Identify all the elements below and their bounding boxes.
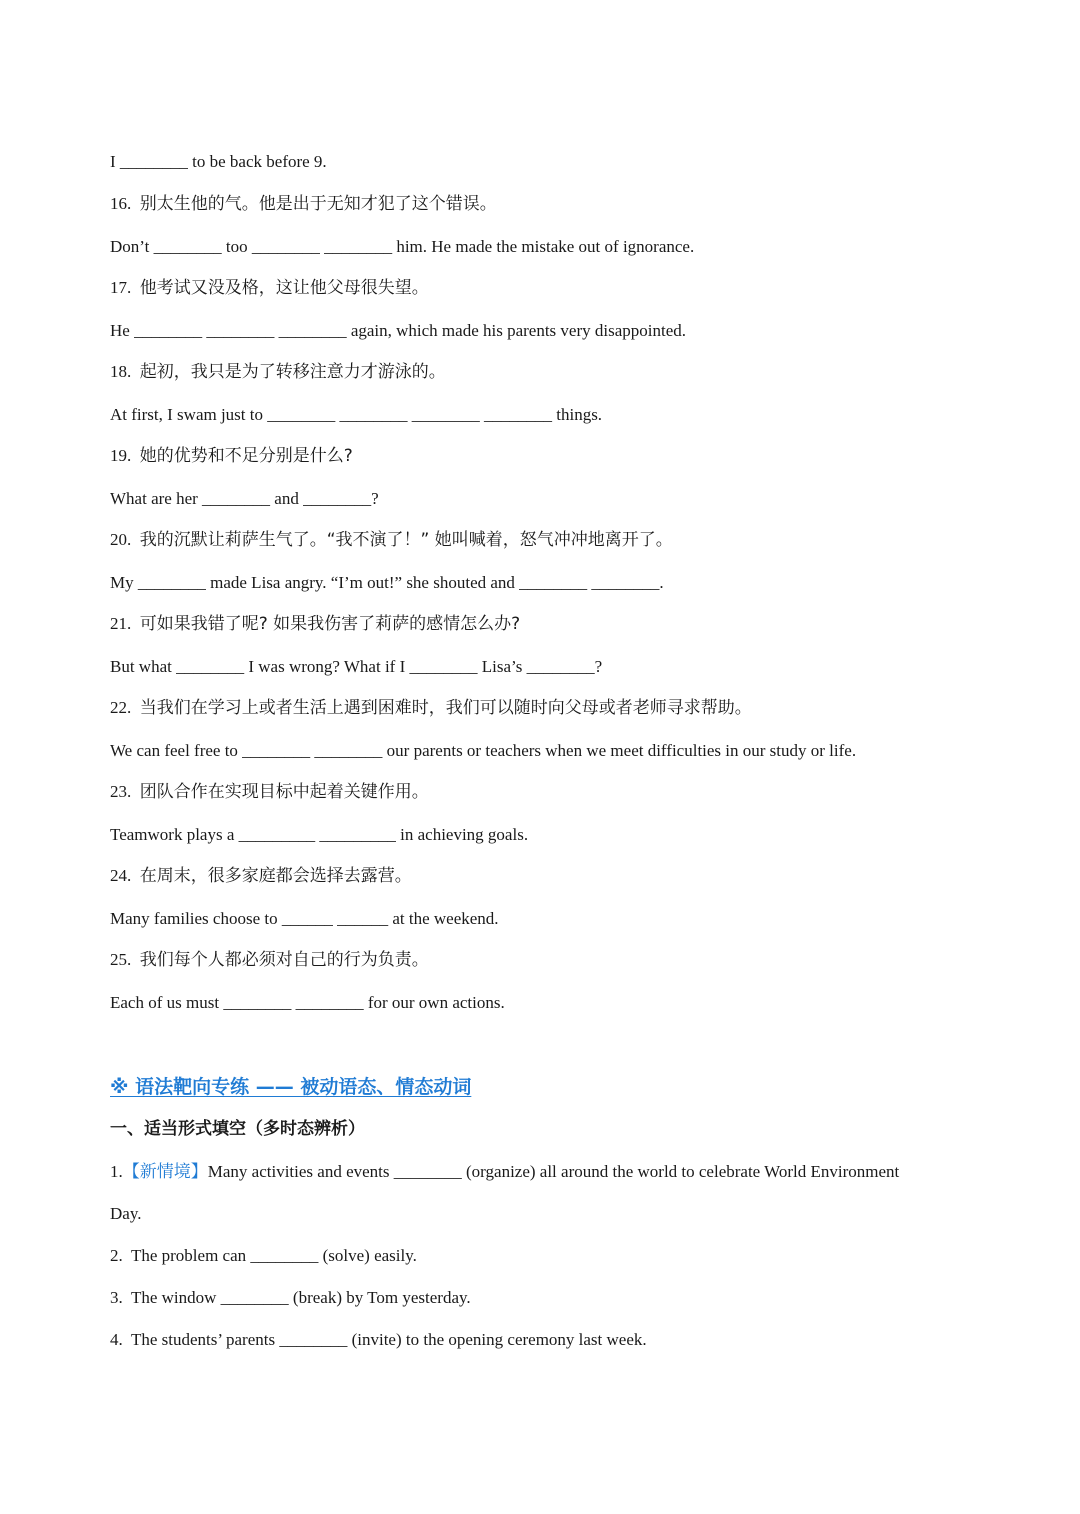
chinese-prompt: 可如果我错了呢? 如果我伤害了莉萨的感情怎么办? (139, 614, 521, 634)
item-18-chinese (110, 360, 446, 384)
item-23-english: Teamwork plays a _________ _________ in achieving goals. (110, 825, 529, 844)
item-24-chinese (110, 864, 412, 888)
item-19-english: What are her ________ and ________? (110, 489, 379, 508)
exercise-number: 3. (110, 1288, 123, 1307)
section-title: ※ 语法靶向专练 —— 被动语态、情态动词 (110, 1076, 472, 1098)
item-number: 17. (110, 278, 132, 297)
item-25-chinese (110, 948, 429, 972)
item-number: 19. (110, 446, 132, 465)
chinese-prompt: 团队合作在实现目标中起着关键作用。 (139, 782, 429, 802)
chinese-prompt: 我的沉默让莉萨生气了。“我不演了！” 她叫喊着，怒气冲冲地离开了。 (139, 530, 673, 550)
item-15-english: I ________ to be back before 9. (110, 152, 327, 171)
item-number: 16. (110, 194, 132, 213)
exercise-text: Many activities and events ________ (organize) all around the world to celebrate World Environment (207, 1162, 900, 1181)
item-20-chinese (110, 528, 673, 552)
item-number: 22. (110, 698, 132, 717)
chinese-prompt: 别太生他的气。他是出于无知才犯了这个错误。 (139, 194, 497, 214)
item-22-chinese (110, 696, 752, 720)
item-25-english: Each of us must ________ ________ for our own actions. (110, 993, 505, 1012)
item-number: 18. (110, 362, 132, 381)
exercise-text: The window ________ (break) by Tom yesterday. (130, 1288, 471, 1307)
exercise-text: The students’ parents ________ (invite) to the opening ceremony last week. (130, 1330, 647, 1349)
item-22-english: We can feel free to ________ ________ our parents or teachers when we meet difficulties in our study or life. (110, 741, 857, 760)
exercise-2 (110, 1244, 417, 1268)
exercise-3 (110, 1286, 471, 1310)
item-17-english: He ________ ________ ________ again, which made his parents very disappointed. (110, 321, 687, 340)
exercise-number: 1. (110, 1162, 123, 1181)
new-context-tag: 【新情境】 (122, 1162, 208, 1182)
exercise-number: 4. (110, 1330, 123, 1349)
chinese-prompt: 在周末，很多家庭都会选择去露营。 (139, 866, 412, 886)
exercise-1 (110, 1160, 899, 1184)
chinese-prompt: 她的优势和不足分别是什么? (139, 446, 353, 466)
subsection-title: 一、适当形式填空（多时态辨析） (110, 1119, 365, 1139)
chinese-prompt: 起初，我只是为了转移注意力才游泳的。 (139, 362, 446, 382)
chinese-prompt: 他考试又没及格，这让他父母很失望。 (139, 278, 429, 298)
item-17-chinese (110, 276, 429, 300)
item-24-english: Many families choose to ______ ______ at the weekend. (110, 909, 499, 928)
item-20-english: My ________ made Lisa angry. “I’m out!” she shouted and ________ ________. (110, 573, 664, 592)
item-number: 25. (110, 950, 132, 969)
exercise-text: The problem can ________ (solve) easily. (130, 1246, 417, 1265)
item-18-english: At first, I swam just to ________ ________ ________ ________ things. (110, 405, 603, 424)
chinese-prompt: 我们每个人都必须对自己的行为负责。 (139, 950, 429, 970)
exercise-number: 2. (110, 1246, 123, 1265)
item-19-chinese (110, 444, 353, 468)
item-number: 21. (110, 614, 132, 633)
item-number: 24. (110, 866, 132, 885)
item-21-english: But what ________ I was wrong? What if I ________ Lisa’s ________? (110, 657, 603, 676)
item-16-chinese (110, 192, 497, 216)
item-number: 23. (110, 782, 132, 801)
item-21-chinese (110, 612, 520, 636)
item-16-english: Don’t ________ too ________ ________ him. He made the mistake out of ignorance. (110, 237, 695, 256)
exercise-1-continuation: Day. (110, 1204, 142, 1223)
chinese-prompt: 当我们在学习上或者生活上遇到困难时，我们可以随时向父母或者老师寻求帮助。 (139, 698, 752, 718)
item-23-chinese (110, 780, 429, 804)
exercise-4 (110, 1328, 647, 1352)
item-number: 20. (110, 530, 132, 549)
